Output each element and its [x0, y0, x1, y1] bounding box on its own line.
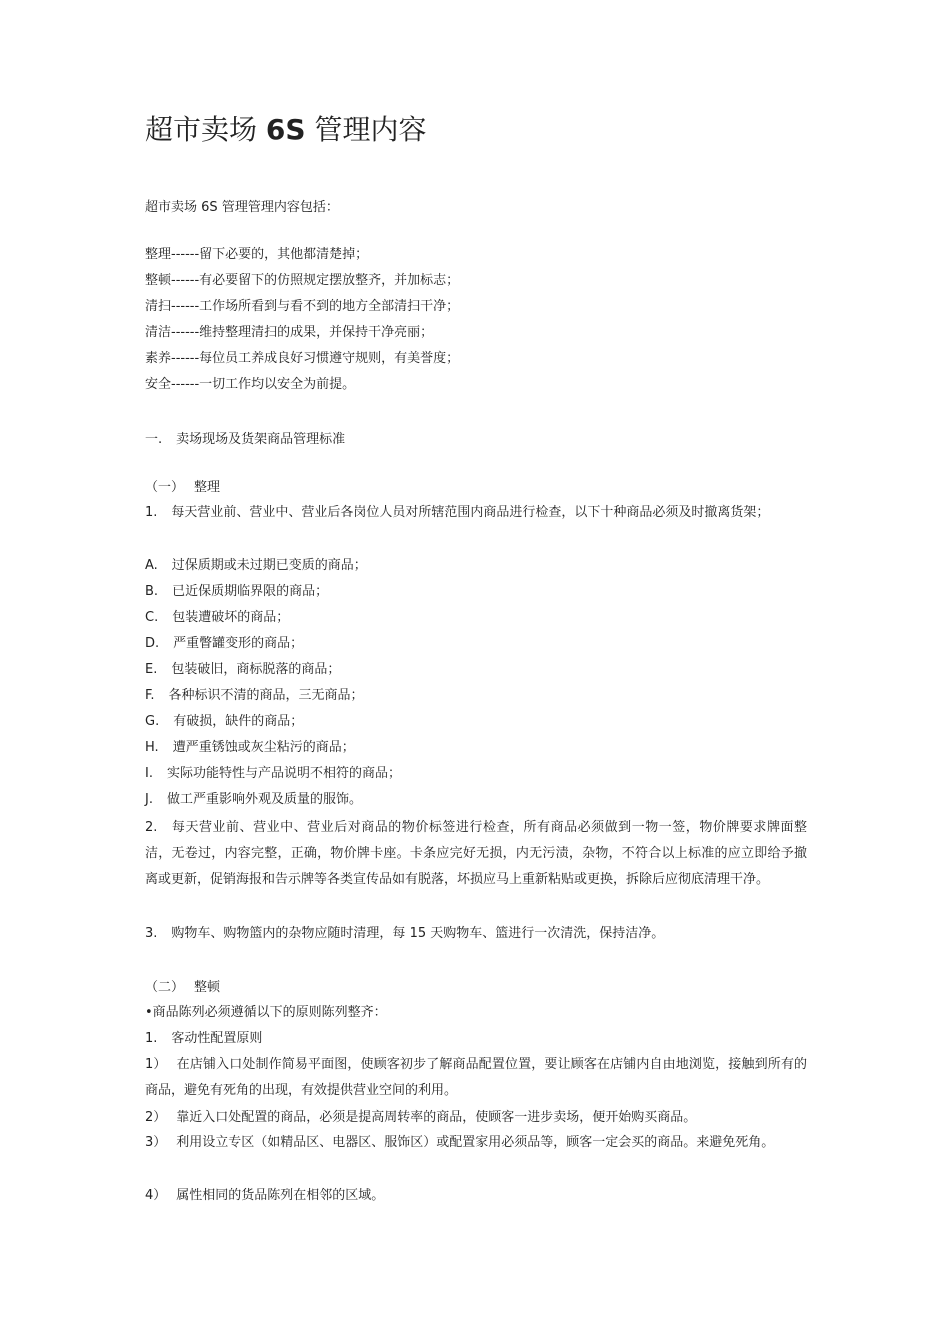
list-item: F. 各种标识不清的商品，三无商品；	[145, 688, 364, 703]
numbered-heading: 1. 客动性配置原则	[145, 1031, 263, 1046]
list-item: G. 有破损，缺件的商品；	[145, 714, 304, 729]
bullet-line: •商品陈列必须遵循以下的原则陈列整齐：	[145, 1005, 387, 1020]
title-prefix: 超市卖场	[145, 113, 258, 146]
numbered-paragraph: 3. 购物车、购物篮内的杂物应随时清理，每 15 天购物车、篮进行一次清洗，保持洁净。	[145, 926, 665, 941]
title-bold: 6S	[265, 113, 306, 146]
list-item: E. 包装破旧，商标脱落的商品；	[145, 662, 341, 677]
six-s-line: 清洁------维持整理清扫的成果，并保持干净亮丽；	[145, 325, 434, 340]
intro-line: 超市卖场 6S 管理管理内容包括：	[145, 200, 339, 215]
point-paragraph: 4） 属性相同的货品陈列在相邻的区域。	[145, 1188, 385, 1203]
subsection-heading: （二） 整顿	[145, 980, 221, 995]
list-item: J. 做工严重影响外观及质量的服饰。	[145, 792, 362, 807]
six-s-line: 安全------一切工作均以安全为前提。	[145, 377, 356, 392]
point-paragraph: 2） 靠近入口处配置的商品，必须是提高周转率的商品，使顾客一进步卖场，便开始购买商品。	[145, 1110, 697, 1125]
list-item: A. 过保质期或未过期已变质的商品；	[145, 558, 367, 573]
page-title	[145, 112, 427, 148]
title-suffix: 管理内容	[314, 113, 427, 146]
point-paragraph: 3） 利用设立专区（如精品区、电器区、服饰区）或配置家用必须品等，顾客一定会买的商品。来避免死角。	[145, 1135, 775, 1150]
list-item: B. 已近保质期临界限的商品；	[145, 584, 329, 599]
section-heading: 一. 卖场现场及货架商品管理标准	[145, 432, 346, 447]
numbered-paragraph: 2. 每天营业前、营业中、营业后对商品的物价标签进行检查，所有商品必须做到一物一签，物价牌要求牌面整洁，无卷过，内容完整，正确，物价牌卡座。卡条应完好无损，内无污渍，杂物，不符合以上标准的应立即给予撤离或更新，促销海报和告示牌等各类宣传品如有脱落，坏损应马上重新粘贴或更换，拆除后应彻底清理干净。	[145, 820, 807, 887]
six-s-line: 清扫------工作场所看到与看不到的地方全部清扫干净；	[145, 299, 460, 314]
six-s-line: 整理------留下必要的，其他都清楚掉；	[145, 247, 369, 262]
list-item: H. 遭严重锈蚀或灰尘粘污的商品；	[145, 740, 355, 755]
six-s-line: 整顿------有必要留下的仿照规定摆放整齐，并加标志；	[145, 273, 460, 288]
list-item: D. 严重瞥罐变形的商品；	[145, 636, 304, 651]
numbered-paragraph: 1. 每天营业前、营业中、营业后各岗位人员对所辖范围内商品进行检查，以下十种商品必须及时撤离货架；	[145, 505, 770, 520]
subsection-heading: （一） 整理	[145, 480, 221, 495]
six-s-line: 素养------每位员工养成良好习惯遵守规则，有美誉度；	[145, 351, 460, 366]
list-item: C. 包装遭破坏的商品；	[145, 610, 290, 625]
list-item: I. 实际功能特性与产品说明不相符的商品；	[145, 766, 401, 781]
point-paragraph: 1） 在店铺入口处制作简易平面图，使顾客初步了解商品配置位置，要让顾客在店铺内自由地浏览，接触到所有的商品，避免有死角的出现，有效提供营业空间的利用。	[145, 1057, 807, 1098]
